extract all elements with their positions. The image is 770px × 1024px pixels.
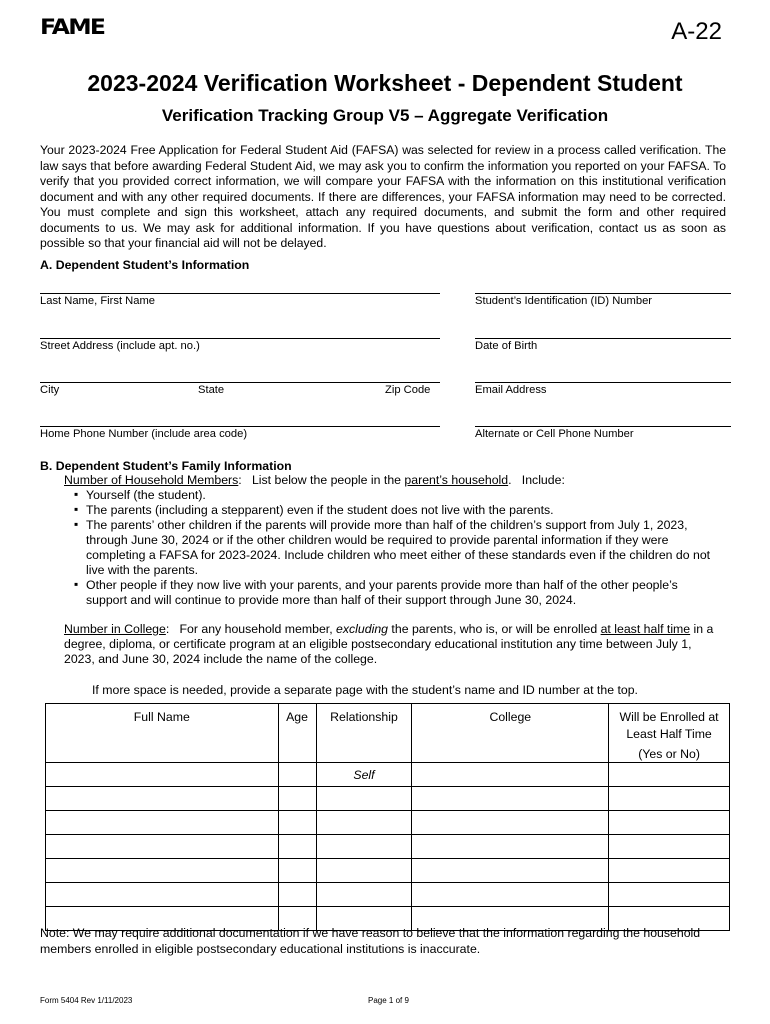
cell-age[interactable] [278, 763, 316, 787]
cell-age[interactable] [278, 835, 316, 859]
household-text-2: . Include: [508, 473, 565, 487]
cell-enrolled[interactable] [609, 883, 730, 907]
note-paragraph: Note: We may require additional documentation if we have reason to believe that the information regarding the household members enrolled in eligible postsecondary educational institutions is inaccurate. [40, 926, 701, 956]
student-id-field[interactable] [475, 293, 731, 294]
table-row [46, 859, 730, 883]
cell-college[interactable] [412, 835, 609, 859]
college-text-3: in a degree, diploma, or certificate program at an eligible postsecondary educational institution any time between July 1, 2023, and June 30, 2024 include the name of the college. [64, 622, 717, 666]
cell-college[interactable] [412, 883, 609, 907]
household-intro [40, 473, 730, 488]
household-text-1: : List below the people in the [238, 473, 405, 487]
state-label: State [198, 384, 225, 396]
city-label: City [40, 384, 60, 396]
household-members-block [40, 473, 730, 608]
section-a-heading: A. Dependent Student’s Information [40, 258, 250, 272]
fame-logo: FAME [40, 15, 105, 39]
cell-relationship[interactable] [316, 883, 412, 907]
col-enrolled [609, 704, 730, 763]
cell-full-name[interactable] [46, 787, 279, 811]
table-row [46, 763, 730, 787]
page-subtitle: Verification Tracking Group V5 – Aggregate Verification [161, 106, 609, 125]
intro-paragraph: Your 2023-2024 Free Application for Federal Student Aid (FAFSA) was selected for review in a process called verification. The law says that before awarding Federal Student Aid, we may ask you to confirm the information you reported on your FAFSA. To verify that you provided correct information, we will compare your FAFSA with the information on this institutional verification document and with any other required documents. If there are differences, your FAFSA information may need to be corrected. You must complete and sign this worksheet, attach any required documents, and submit the form and other required documents to us. We may ask for additional information. If you have questions about verification, contact us as soon as possible so that your financial aid will not be delayed. [40, 143, 726, 250]
college-emphasis: excluding [336, 622, 389, 636]
cell-enrolled[interactable] [609, 787, 730, 811]
cell-age[interactable] [278, 787, 316, 811]
cell-college[interactable] [412, 787, 609, 811]
last-first-name-label: Last Name, First Name [40, 295, 156, 307]
date-of-birth-label: Date of Birth [475, 340, 538, 352]
cell-age[interactable] [278, 859, 316, 883]
section-b-heading: B. Dependent Student’s Family Information [40, 459, 292, 473]
bullet-item: ▪ The parents’ other children if the parents will provide more than half of the children’s support from July 1, 2023, through June 30, 2024 or if the other children would be required to provide parental information if they were completing a FAFSA for 2023-2024. Include children who meet either of these standards even if the children do not live with the parents. [86, 518, 718, 578]
street-address-label: Street Address (include apt. no.) [40, 340, 200, 352]
col-enrolled-line2: Least Half Time [626, 727, 712, 741]
cell-college[interactable] [412, 859, 609, 883]
table-row [46, 883, 730, 907]
cell-relationship[interactable] [316, 859, 412, 883]
col-college: College [412, 704, 609, 763]
zip-label: Zip Code [385, 384, 431, 396]
cell-enrolled[interactable] [609, 859, 730, 883]
college-text-1: : For any household member, [165, 622, 337, 636]
bullet-item: ▪ Yourself (the student). [86, 488, 730, 503]
table-header-row [46, 704, 730, 763]
city-state-zip-field[interactable] [40, 382, 440, 383]
form-id: A-22 [671, 18, 722, 45]
cell-full-name[interactable] [46, 835, 279, 859]
cell-relationship[interactable] [316, 811, 412, 835]
more-space-note: If more space is needed, provide a separate page with the student’s name and ID number at the top. [92, 683, 638, 697]
table-row [46, 835, 730, 859]
col-enrolled-line1: Will be Enrolled at [619, 710, 719, 724]
household-link: parent’s household [404, 473, 509, 487]
student-id-label: Student’s Identification (ID) Number [475, 295, 653, 307]
cell-relationship[interactable] [316, 835, 412, 859]
college-text-2: the parents, who is, or will be enrolled [388, 622, 601, 636]
col-relationship: Relationship [316, 704, 412, 763]
cell-relationship: Self [316, 763, 412, 787]
date-of-birth-field[interactable] [475, 338, 731, 339]
household-table [45, 703, 730, 931]
cell-full-name[interactable] [46, 883, 279, 907]
cell-enrolled[interactable] [609, 811, 730, 835]
col-age: Age [278, 704, 316, 763]
number-in-college-block [64, 622, 724, 667]
street-address-field[interactable] [40, 338, 440, 339]
cell-enrolled[interactable] [609, 763, 730, 787]
table-row [46, 811, 730, 835]
cell-relationship[interactable] [316, 787, 412, 811]
college-label: Number in College [64, 622, 166, 636]
home-phone-field[interactable] [40, 426, 440, 427]
col-full-name: Full Name [46, 704, 279, 763]
cell-full-name[interactable] [46, 859, 279, 883]
cell-full-name[interactable] [46, 811, 279, 835]
household-label: Number of Household Members [64, 473, 239, 487]
cell-enrolled[interactable] [609, 835, 730, 859]
email-label: Email Address [475, 384, 547, 396]
college-link: at least half time [600, 622, 691, 636]
form-revision: Form 5404 Rev 1/11/2023 [40, 996, 133, 1005]
page-title: 2023-2024 Verification Worksheet - Dependent Student [87, 70, 683, 96]
cell-college[interactable] [412, 763, 609, 787]
cell-full-name[interactable] [46, 763, 279, 787]
table-row [46, 787, 730, 811]
household-bullets [40, 488, 730, 608]
bullet-item: ▪ The parents (including a stepparent) even if the student does not live with the parents. [86, 503, 730, 518]
last-first-name-field[interactable] [40, 293, 440, 294]
page-number: Page 1 of 9 [368, 996, 409, 1005]
bullet-item: ▪ Other people if they now live with your parents, and your parents provide more than half of the other people’s support and will continue to provide more than half of their support through June 30, 2024. [86, 578, 718, 608]
home-phone-label: Home Phone Number (include area code) [40, 428, 248, 440]
email-field[interactable] [475, 382, 731, 383]
cell-age[interactable] [278, 811, 316, 835]
cell-phone-field[interactable] [475, 426, 731, 427]
col-enrolled-line3: (Yes or No) [638, 747, 700, 761]
cell-age[interactable] [278, 883, 316, 907]
cell-phone-label: Alternate or Cell Phone Number [475, 428, 634, 440]
cell-college[interactable] [412, 811, 609, 835]
